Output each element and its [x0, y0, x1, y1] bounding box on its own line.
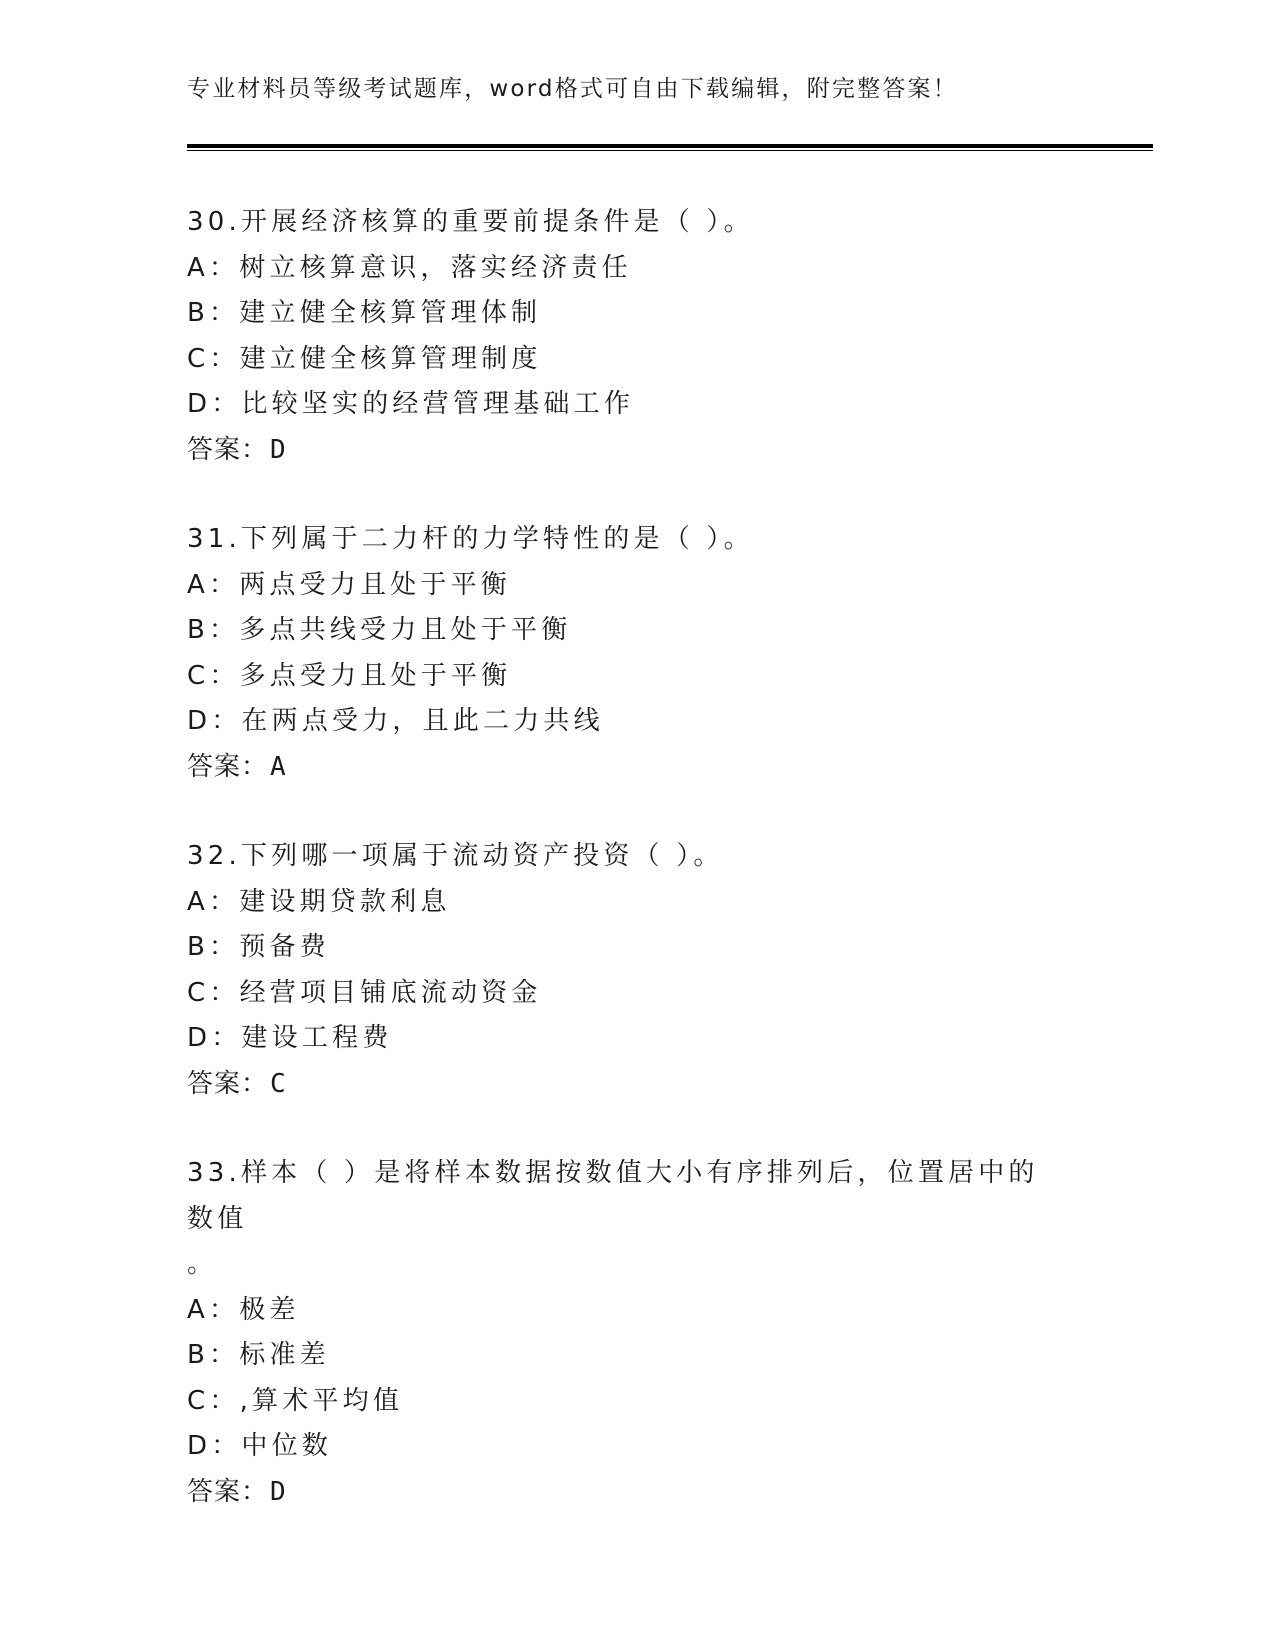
option-text: 极差	[239, 1294, 300, 1325]
option-d	[187, 1016, 1087, 1062]
option-key: C：	[187, 977, 240, 1008]
answer-label: 答案：	[187, 751, 269, 782]
option-c	[187, 654, 1087, 700]
option-key: D：	[187, 389, 242, 419]
option-key: A：	[187, 1294, 240, 1325]
option-d	[187, 382, 1087, 428]
page-header-text: 专业材料员等级考试题库，word格式可自由下载编辑，附完整答案！	[187, 76, 958, 102]
option-text: 两点受力且处于平衡	[239, 569, 511, 600]
question-30	[187, 200, 1087, 473]
option-text: 多点共线受力且处于平衡	[239, 615, 572, 645]
option-text: 标准差	[239, 1340, 330, 1370]
question-33	[187, 1151, 1087, 1515]
question-stem-continuation: 。	[187, 1249, 218, 1279]
option-key: C：	[187, 1385, 240, 1416]
answer-line	[187, 1470, 1087, 1516]
option-key: A：	[187, 252, 240, 283]
answer-value: D	[270, 1476, 287, 1507]
question-stem: 32.下列哪一项属于流动资产投资（ ）。	[187, 841, 724, 871]
option-c	[187, 337, 1087, 383]
answer-label: 答案：	[187, 1476, 269, 1507]
option-key: D：	[187, 1431, 242, 1461]
option-b	[187, 925, 1087, 971]
answer-line	[187, 745, 1087, 791]
option-text: 预备费	[239, 932, 330, 962]
option-key: C：	[187, 660, 240, 691]
option-key: B：	[187, 615, 240, 645]
option-b	[187, 1333, 1087, 1379]
option-text: ,算术平均值	[239, 1385, 404, 1416]
option-key: B：	[187, 1340, 240, 1370]
option-key: D：	[187, 1023, 242, 1053]
answer-value: D	[270, 434, 287, 465]
answer-line	[187, 1062, 1087, 1108]
option-text: 建设期贷款利息	[239, 886, 451, 917]
option-key: C：	[187, 343, 240, 374]
option-a	[187, 246, 1087, 292]
question-stem: 33.样本（ ）是将样本数据按数值大小有序排列后，位置居中的数值	[187, 1158, 1039, 1234]
option-key: B：	[187, 932, 240, 962]
question-32	[187, 834, 1087, 1107]
option-text: 建立健全核算管理制度	[239, 343, 542, 374]
option-text: 树立核算意识，落实经济责任	[239, 252, 632, 283]
option-d	[187, 1424, 1087, 1470]
option-text: 比较坚实的经营管理基础工作	[241, 389, 635, 419]
answer-label: 答案：	[187, 1068, 269, 1099]
option-a	[187, 880, 1087, 926]
option-text: 多点受力且处于平衡	[239, 660, 512, 691]
answer-label: 答案：	[187, 434, 269, 465]
option-key: D：	[187, 706, 242, 736]
option-a	[187, 563, 1087, 609]
answer-value: A	[270, 751, 287, 782]
option-text: 经营项目铺底流动资金	[239, 977, 542, 1008]
answer-value: C	[270, 1068, 287, 1099]
header-divider-thin	[187, 150, 1153, 151]
option-b	[187, 291, 1087, 337]
option-c	[187, 1379, 1087, 1425]
option-a	[187, 1288, 1087, 1334]
answer-line	[187, 428, 1087, 474]
question-stem: 31.下列属于二力杆的力学特性的是（ ）。	[187, 524, 754, 554]
header-divider-thick	[187, 144, 1153, 148]
option-text: 建立健全核算管理体制	[239, 298, 542, 328]
question-stem: 30.开展经济核算的重要前提条件是（ ）。	[187, 207, 754, 237]
option-c	[187, 971, 1087, 1017]
option-text: 在两点受力，且此二力共线	[241, 706, 604, 736]
option-d	[187, 699, 1087, 745]
question-31	[187, 517, 1087, 790]
option-b	[187, 608, 1087, 654]
option-key: A：	[187, 569, 240, 600]
option-key: A：	[187, 886, 240, 917]
option-text: 建设工程费	[241, 1023, 393, 1053]
option-key: B：	[187, 298, 240, 328]
option-text: 中位数	[241, 1431, 333, 1461]
